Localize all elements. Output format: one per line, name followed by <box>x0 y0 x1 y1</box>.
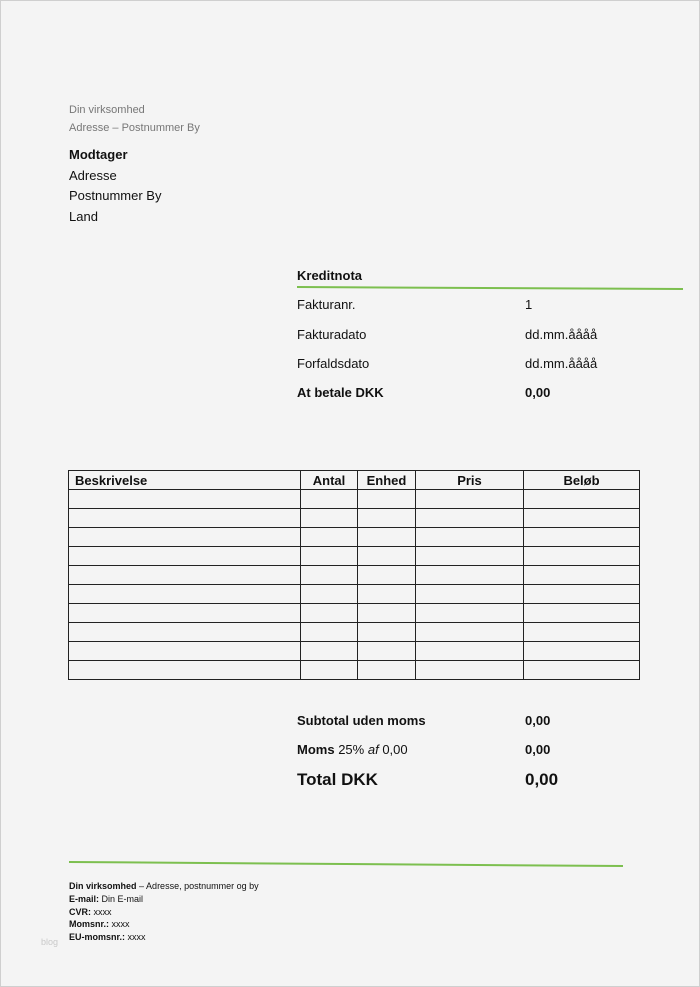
total-value: 0,00 <box>525 770 559 789</box>
footer-cvr-line <box>69 907 112 917</box>
table-cell <box>301 509 358 528</box>
table-cell <box>301 490 358 509</box>
table-cell <box>301 623 358 642</box>
table-cell <box>69 509 301 528</box>
vat-of: af <box>367 742 379 757</box>
table-cell <box>69 490 301 509</box>
table-cell <box>524 509 640 528</box>
table-cell <box>69 604 301 623</box>
due-date-value: dd.mm.åååå <box>525 356 598 371</box>
footer-email-value: Din E-mail <box>101 894 144 904</box>
footer-company: Din virksomhed <box>69 881 137 891</box>
credit-note-heading: Kreditnota <box>297 268 362 283</box>
footer-eu-label: EU-momsnr.: <box>69 932 126 942</box>
subtotal-label: Subtotal uden moms <box>297 713 426 728</box>
table-cell <box>524 566 640 585</box>
table-cell <box>524 642 640 661</box>
footer-email-label: E-mail: <box>69 894 100 904</box>
footer-eu-value: xxxx <box>127 932 146 942</box>
table-cell <box>416 585 524 604</box>
total-label: Total DKK <box>297 770 378 789</box>
table-cell <box>301 661 358 680</box>
vat-value: 0,00 <box>525 742 551 757</box>
invoice-date-label: Fakturadato <box>297 327 367 342</box>
table-cell <box>69 566 301 585</box>
table-cell <box>416 661 524 680</box>
table-cell <box>524 585 640 604</box>
table-cell <box>416 490 524 509</box>
heading-divider <box>297 286 683 290</box>
footer-moms-value: xxxx <box>111 919 130 929</box>
table-cell <box>69 623 301 642</box>
table-row <box>69 528 640 547</box>
vat-label <box>297 742 408 757</box>
sender-name: Din virksomhed <box>69 104 145 116</box>
recipient-title: Modtager <box>69 147 128 162</box>
footer-divider <box>69 861 623 867</box>
footer-eu-line <box>69 932 146 942</box>
footer-email-line <box>69 894 143 904</box>
table-cell <box>358 623 416 642</box>
table-cell <box>416 623 524 642</box>
table-cell <box>301 528 358 547</box>
table-row <box>69 509 640 528</box>
table-cell <box>358 566 416 585</box>
table-cell <box>69 547 301 566</box>
invoice-number-label: Fakturanr. <box>297 297 356 312</box>
table-cell <box>69 528 301 547</box>
subtotal-value: 0,00 <box>525 713 551 728</box>
table-cell <box>524 490 640 509</box>
table-row <box>69 661 640 680</box>
table-cell <box>524 604 640 623</box>
table-cell <box>301 566 358 585</box>
col-amount: Beløb <box>524 471 640 490</box>
table-cell <box>416 604 524 623</box>
table-row <box>69 623 640 642</box>
table-cell <box>69 661 301 680</box>
col-price: Pris <box>416 471 524 490</box>
vat-base: 0,00 <box>382 742 408 757</box>
invoice-number-value: 1 <box>525 297 533 312</box>
table-cell <box>416 528 524 547</box>
vat-label-bold: Moms <box>297 742 335 757</box>
table-cell <box>524 661 640 680</box>
footer-moms-label: Momsnr.: <box>69 919 110 929</box>
table-cell <box>524 547 640 566</box>
table-cell <box>358 585 416 604</box>
sender-address: Adresse – Postnummer By <box>69 122 200 134</box>
table-cell <box>301 642 358 661</box>
vat-rate: 25% <box>338 742 365 757</box>
table-cell <box>416 566 524 585</box>
table-row <box>69 547 640 566</box>
footer-cvr-value: xxxx <box>93 907 112 917</box>
table-cell <box>358 604 416 623</box>
table-cell <box>301 604 358 623</box>
table-row <box>69 585 640 604</box>
table-header-row <box>69 471 640 490</box>
line-items-table <box>68 470 640 680</box>
table-cell <box>416 509 524 528</box>
table-cell <box>358 661 416 680</box>
invoice-date-value: dd.mm.åååå <box>525 327 598 342</box>
recipient-postal: Postnummer By <box>69 188 162 203</box>
table-cell <box>358 490 416 509</box>
watermark: blog <box>41 937 59 947</box>
table-cell <box>524 623 640 642</box>
col-quantity: Antal <box>301 471 358 490</box>
table-cell <box>416 642 524 661</box>
table-row <box>69 566 640 585</box>
table-row <box>69 604 640 623</box>
amount-due-value: 0,00 <box>525 385 551 400</box>
recipient-address: Adresse <box>69 168 117 183</box>
due-date-label: Forfaldsdato <box>297 356 370 371</box>
table-row <box>69 642 640 661</box>
footer-moms-line <box>69 919 130 929</box>
table-cell <box>358 509 416 528</box>
col-description: Beskrivelse <box>69 471 301 490</box>
footer-cvr-label: CVR: <box>69 907 91 917</box>
footer-company-rest: – Adresse, postnummer og by <box>139 881 259 891</box>
table-cell <box>301 585 358 604</box>
amount-due-label: At betale DKK <box>297 385 384 400</box>
table-cell <box>416 547 524 566</box>
table-cell <box>69 585 301 604</box>
col-unit: Enhed <box>358 471 416 490</box>
table-cell <box>69 642 301 661</box>
table-cell <box>358 547 416 566</box>
table-cell <box>358 528 416 547</box>
footer-company-line <box>69 881 259 891</box>
table-cell <box>524 528 640 547</box>
table-cell <box>358 642 416 661</box>
table-cell <box>301 547 358 566</box>
recipient-country: Land <box>69 209 98 224</box>
table-row <box>69 490 640 509</box>
